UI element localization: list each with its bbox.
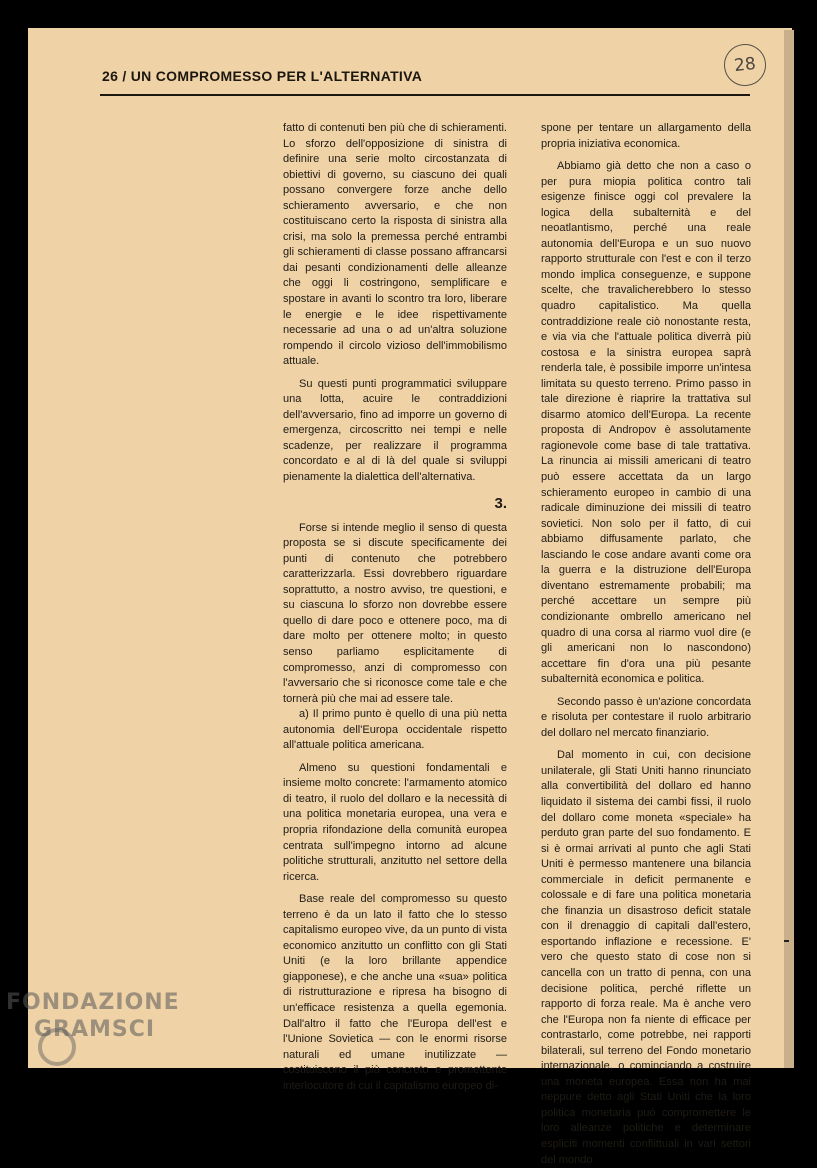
fondazione-gramsci-watermark: [6, 990, 180, 1042]
paragraph: fatto di contenuti ben più che di schieramenti. Lo sforzo dell'opposizione di sinistra di definire una serie molto circostanzata di obiettivi di governo, su ciascuno dei quali possano convergere forze anche dello schieramento avversario, e che non costituiscano certo la risposta di sinistra alla crisi, ma solo la premessa perché entrambi gli schieramenti di classe possano affrancarsi dai pesanti condizionamenti delle alleanze che oggi li costringono, semplificare e spostare in avanti lo scontro tra loro, liberare le energie e le idee rispettivamente necessarie ad una o ad un'altra soluzione rompendo il circolo vizioso dell'immobilismo attuale.: [283, 122, 507, 368]
watermark-line-1: FONDAZIONE: [6, 990, 180, 1015]
paragraph: Dal momento in cui, con decisione unilaterale, gli Stati Uniti hanno rinunciato alla convertibilità del dollaro ed hanno liquidato il sistema dei cambi fissi, il ruolo del dollaro come moneta «speciale» ha perduto gran parte del suo fondamento. E si è ormai arrivati al punto che agli Stati Uniti è permesso mantenere una bilancia commerciale in deficit permanente e colossale e di fare una politica monetaria che finanzia un disastroso deficit statale con il drenaggio di capitali dall'estero, esportando inflazione e recessione. E' vero che questo stato di cose non si cancella con un tratto di penna, con una decisione politica, perché riflette un rapporto di forza reale. Ma è anche vero che l'Europa non fa niente di efficace per contrastarlo, come potrebbe, nei rapporti bilaterali, sul terreno del Fondo monetario internazionale, o cominciando a costruire una moneta europea. Essa non ha mai neppure detto agli Stati Uniti che la loro politica monetaria può compromettere le loro alleanze politiche e determinare espliciti momenti conflittuali in vari settori del mondo: [541, 749, 751, 1166]
paragraph: spone per tentare un allargamento della propria iniziativa economica.: [541, 122, 751, 150]
watermark-line-2: GRAMSCI: [34, 1017, 156, 1042]
watermark-logo-icon: [38, 1028, 76, 1066]
section-number: 3.: [494, 494, 507, 512]
paragraph: Almeno su questioni fondamentali e insieme molto concrete: l'armamento atomico di teatro, il ruolo del dollaro e la necessità di una politica monetaria europea, una vera e propria rifondazione della comunità europea centrata sull'impegno intorno ad alcune politiche strutturali, anzitutto nel settore della ricerca.: [283, 761, 507, 883]
paragraph: Base reale del compromesso su questo terreno è da un lato il fatto che lo stesso capitalismo europeo vive, da un punto di vista economico anzitutto un conflitto con gli Stati Uniti (e la loro brillante appendice giapponese), e che anche una «sua» politica di ristrutturazione e ripresa ha bisogno di un'efficace resistenza a quella egemonia. Dall'altro il fatto che l'Europa dell'est e l'Unione Sovietica — con le enormi risorse naturali ed umane inutilizzate — costituiscono il più concreto e promettente interlocutore di cui il capitalismo europeo di-: [283, 893, 507, 1092]
left-text-column: [283, 121, 507, 1094]
paragraph: Secondo passo è un'azione concordata e risoluta per contestare il ruolo arbitrario del dollaro nel mercato finanziario.: [541, 695, 751, 739]
edge-mark: [784, 940, 789, 942]
paragraph: Abbiamo già detto che non a caso o per pura miopia politica contro tali esigenze finisce oggi col prevalere la logica della subalternità e del neoatlantismo, perché una reale autonomia dell'Europa e un suo nuovo rapporto strutturale con l'est e con il terzo mondo implica conseguenze, e suppone scelte, che travalicherebbero lo stesso quadro capitalistico. Ma quella contraddizione reale ciò nonostante resta, e via via che l'attuale politica diverrà più costosa e la sinistra europea saprà renderla tale, è possibile imporre un'intesa limitata su questo terreno. Primo passo in tale direzione è riaprire la trattativa sul disarmo atomico dell'Europa. La recente proposta di Andropov è assolutamente ragionevole come base di tale trattativa. La rinuncia ai missili americani di teatro può essere accettata da un largo schieramento europeo in cambio di una radicale diminuzione dei missili di teatro sovietici. Non solo per il fatto, di cui abbiamo diffusamente parlato, che lasciando le cose andare avanti come ora la guerra e la distruzione dell'Europa diventano estremamente probabili; ma perché accettare un sempre più condizionante ombrello americano nel quadro di una corsa al riarmo vuol dire (e gli americani non lo nascondono) accettare fin d'ora una più pesante subalternità economica e politica.: [541, 160, 751, 686]
paragraph: a) Il primo punto è quello di una più netta autonomia dell'Europa occidentale rispetto all'attuale politica americana.: [283, 708, 507, 752]
page-edge-shadow: [784, 30, 794, 1068]
archive-page-stamp: 28: [722, 42, 768, 88]
header-rule: [100, 94, 750, 96]
right-text-column: [541, 121, 751, 1168]
paragraph: Su questi punti programmatici sviluppare una lotta, acuire le contraddizioni dell'avversario, fino ad imporre un governo di emergenza, circoscritto nei tempi e nelle scadenze, per realizzare il programma concordato e al di là del quale si sviluppi pienamente la dialettica dell'alternativa.: [283, 377, 507, 484]
page-header: 26 / UN COMPROMESSO PER L'ALTERNATIVA: [102, 68, 423, 84]
paragraph: Forse si intende meglio il senso di questa proposta se si discute specificamente dei punti di contenuto che potrebbero caratterizzarla. Essi dovrebbero riguardare soprattutto, a nostro avviso, tre questioni, e su ciascuna lo sforzo non dovrebbe essere quello di dare poco e ottenere poco, ma di dare molto per ottenere molto; in questo senso parliamo esplicitamente di compromesso, anzi di compromesso con l'avversario che si riconosce come tale e che tornerà più che mai ad essere tale.: [283, 521, 507, 705]
